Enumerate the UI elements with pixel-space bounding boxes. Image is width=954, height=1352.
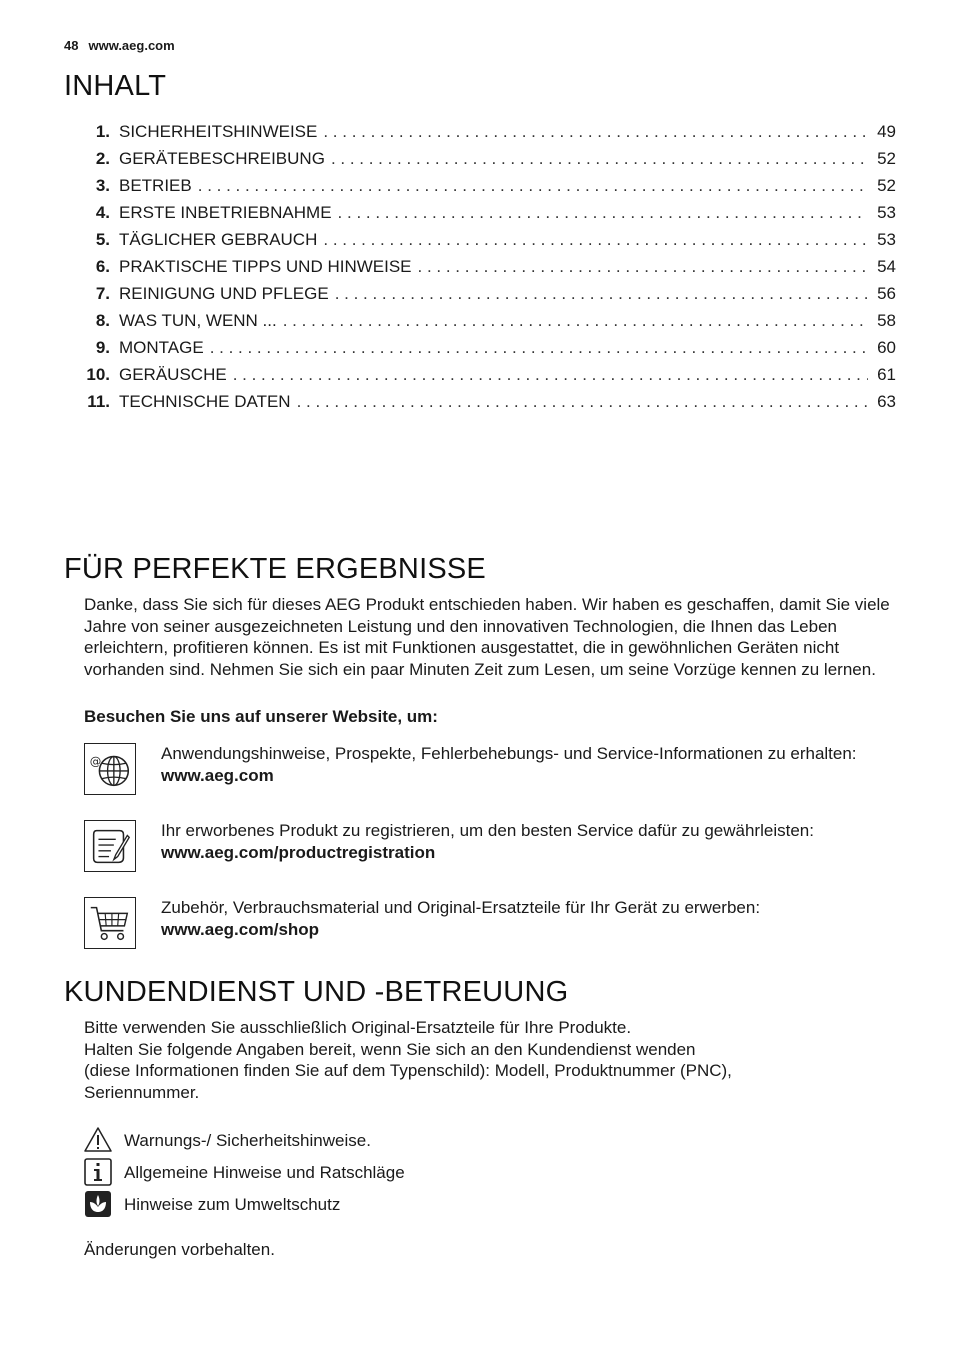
toc-page: 60 <box>877 338 896 357</box>
toc-title: INHALT <box>64 70 167 102</box>
toc-number: 7. <box>95 284 110 303</box>
toc-leader <box>335 284 868 304</box>
page-number: 48 <box>64 38 79 53</box>
feature-text: Zubehör, Verbrauchsmaterial und Original-Ersatzteile für Ihr Gerät zu erwerben: <box>161 898 761 917</box>
toc-label: ERSTE INBETRIEBNAHME <box>119 203 332 222</box>
legend-text: Allgemeine Hinweise und Ratschläge <box>124 1163 405 1182</box>
toc-item[interactable] <box>70 203 896 230</box>
toc-leader <box>198 176 868 196</box>
service-line: Seriennummer. <box>84 1082 200 1102</box>
product-registration-link[interactable]: www.aeg.com/productregistration <box>161 842 436 862</box>
toc-item[interactable] <box>70 257 896 284</box>
toc-label: REINIGUNG UND PFLEGE <box>119 284 329 303</box>
toc-leader <box>338 203 868 223</box>
toc-item[interactable] <box>70 230 896 257</box>
legend-environment <box>84 1190 684 1218</box>
toc-leader <box>210 338 868 358</box>
toc-label: BETRIEB <box>119 176 192 195</box>
toc-item[interactable] <box>70 311 896 338</box>
toc-label: GERÄTEBESCHREIBUNG <box>119 149 325 168</box>
toc-label: TECHNISCHE DATEN <box>119 392 291 411</box>
legend-warning <box>84 1126 684 1154</box>
toc-number: 8. <box>95 311 110 330</box>
service-section-title: KUNDENDIENST UND -BETREUUNG <box>64 976 569 1008</box>
toc-page: 54 <box>877 257 896 276</box>
toc-label: MONTAGE <box>119 338 204 357</box>
toc-item[interactable] <box>70 338 896 365</box>
header-site: www.aeg.com <box>88 38 175 53</box>
toc-leader <box>233 365 868 385</box>
service-paragraph <box>84 1017 894 1103</box>
registration-form-icon <box>84 820 136 872</box>
toc-page: 56 <box>877 284 896 303</box>
toc-item[interactable] <box>70 149 896 176</box>
feature-text: Ihr erworbenes Produkt zu registrieren, um den besten Service dafür zu gewährleisten: <box>161 821 814 840</box>
toc-page: 61 <box>877 365 896 384</box>
toc-leader <box>283 311 868 331</box>
toc-item[interactable] <box>70 122 896 149</box>
table-of-contents <box>70 122 896 419</box>
toc-number: 1. <box>95 122 110 141</box>
info-icon <box>84 1158 112 1186</box>
toc-item[interactable] <box>70 284 896 311</box>
toc-page: 58 <box>877 311 896 330</box>
legend-text: Hinweise zum Umweltschutz <box>124 1195 341 1214</box>
warning-icon <box>84 1126 112 1154</box>
toc-number: 3. <box>95 176 110 195</box>
svg-text:@: @ <box>89 754 102 769</box>
website-link[interactable]: www.aeg.com <box>161 765 274 785</box>
toc-number: 5. <box>95 230 110 249</box>
shop-link[interactable]: www.aeg.com/shop <box>161 919 320 939</box>
page-header <box>64 38 175 53</box>
changes-note: Änderungen vorbehalten. <box>84 1240 275 1259</box>
toc-number: 9. <box>95 338 110 357</box>
toc-leader <box>331 149 868 169</box>
toc-leader <box>418 257 868 277</box>
toc-leader <box>297 392 868 412</box>
toc-page: 52 <box>877 149 896 168</box>
intro-paragraph: Danke, dass Sie sich für dieses AEG Produkt entschieden haben. Wir haben es geschaffen, damit Sie viele Jahre von seiner ausgezeichneten Leistung und den innovativen Technologien, die Ihnen das Leben erleichtern, profitieren können. Es ist mit Funktionen ausgestattet, die in gewöhnlichen Geräten nicht vorhanden sind. Nehmen Sie sich ein paar Minuten Zeit zum Lesen, um seine Vorzüge kennen zu lernen. <box>84 595 890 679</box>
toc-page: 53 <box>877 203 896 222</box>
toc-leader <box>323 122 868 142</box>
toc-page: 49 <box>877 122 896 141</box>
toc-number: 2. <box>95 149 110 168</box>
toc-number: 11. <box>87 392 110 411</box>
toc-leader <box>323 230 868 250</box>
toc-number: 4. <box>95 203 110 222</box>
toc-label: SICHERHEITSHINWEISE <box>119 122 318 141</box>
service-line: Halten Sie folgende Angaben bereit, wenn Sie sich an den Kundendienst wenden <box>84 1039 696 1059</box>
service-line: Bitte verwenden Sie ausschließlich Original-Ersatzteile für Ihre Produkte. <box>84 1018 632 1037</box>
service-line: (diese Informationen finden Sie auf dem Typenschild): Modell, Produktnummer (PNC), <box>84 1061 732 1080</box>
toc-label: PRAKTISCHE TIPPS UND HINWEISE <box>119 257 412 276</box>
toc-page: 53 <box>877 230 896 249</box>
toc-item[interactable] <box>70 176 896 203</box>
toc-label: WAS TUN, WENN ... <box>119 311 277 330</box>
toc-label: GERÄUSCHE <box>119 365 227 384</box>
toc-label: TÄGLICHER GEBRAUCH <box>119 230 318 249</box>
shopping-cart-icon <box>84 897 136 949</box>
feature-text: Anwendungshinweise, Prospekte, Fehlerbehebungs- und Service-Informationen zu erhalten: <box>161 744 857 763</box>
toc-number: 10. <box>86 365 110 384</box>
toc-page: 63 <box>877 392 896 411</box>
legend-text: Warnungs-/ Sicherheitshinweise. <box>124 1131 371 1150</box>
toc-number: 6. <box>95 257 110 276</box>
toc-page: 52 <box>877 176 896 195</box>
legend-info <box>84 1158 684 1186</box>
toc-item[interactable] <box>70 392 896 419</box>
environment-icon <box>84 1190 112 1218</box>
visit-heading: Besuchen Sie uns auf unserer Website, um: <box>84 707 438 726</box>
toc-item[interactable] <box>70 365 896 392</box>
results-section-title: FÜR PERFEKTE ERGEBNISSE <box>64 553 486 585</box>
globe-icon <box>84 743 136 795</box>
